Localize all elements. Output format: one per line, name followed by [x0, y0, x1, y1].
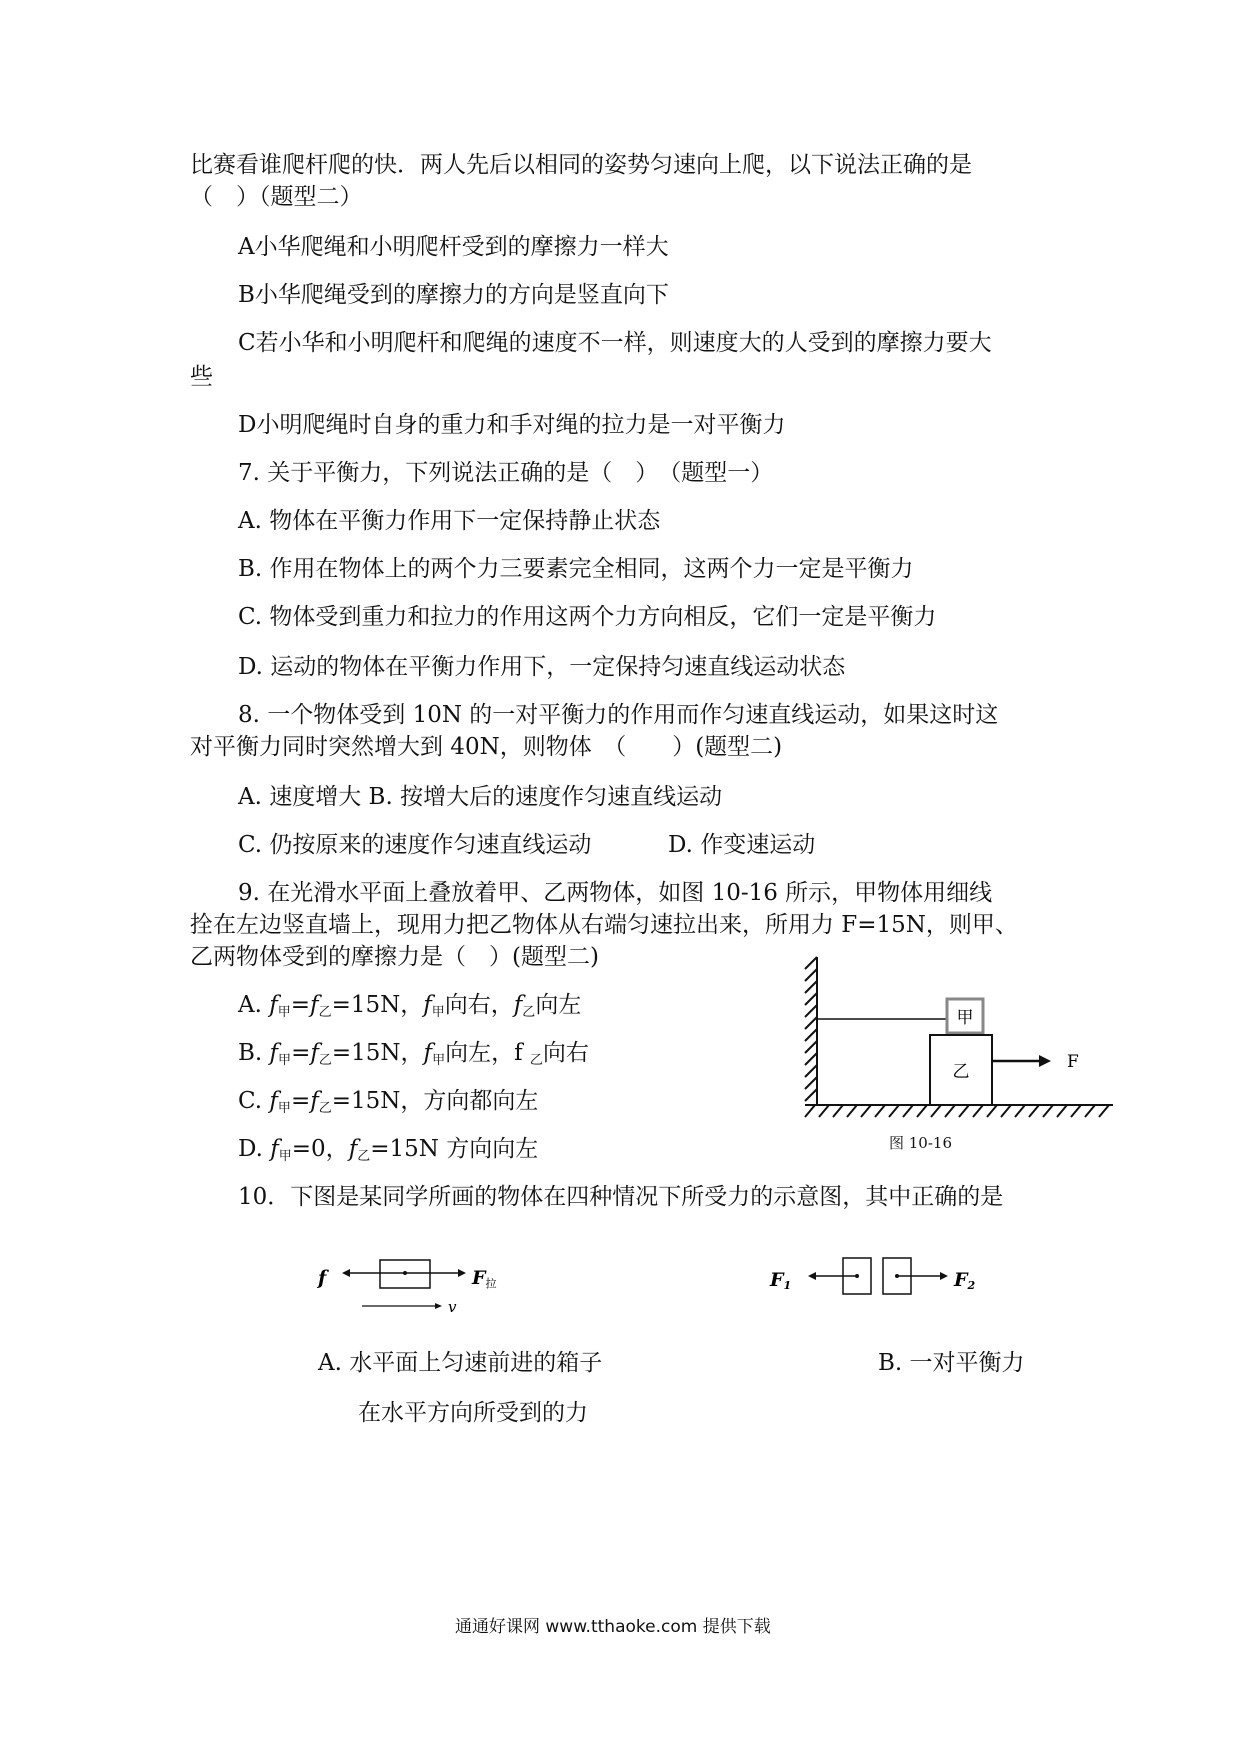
q6-stem-line1: 比赛看谁爬杆爬的快．两人先后以相同的姿势匀速向上爬，以下说法正确的是: [190, 152, 972, 178]
page-footer: 通通好课网 www.tthaoke.com 提供下载: [455, 1617, 771, 1637]
q10-caption-a-line1: A. 水平面上匀速前进的箱子: [318, 1350, 603, 1376]
q7-option-b: B. 作用在物体上的两个力三要素完全相同，这两个力一定是平衡力: [238, 556, 914, 582]
q6-option-c-line2: 些: [190, 364, 213, 390]
q6-option-c-line1: C若小华和小明爬杆和爬绳的速度不一样，则速度大的人受到的摩擦力要大: [238, 330, 992, 356]
q7-option-d: D. 运动的物体在平衡力作用下，一定保持匀速直线运动状态: [238, 654, 846, 680]
force-2-label: F2: [954, 1269, 976, 1292]
q6-stem-line2: （ ）（题型二）: [190, 184, 363, 210]
block-yi-label: 乙: [952, 1062, 970, 1082]
figure-10-16: [795, 955, 1125, 1165]
block-jia-label: 甲: [956, 1008, 974, 1028]
q10-caption-a-line2: 在水平方向所受到的力: [358, 1400, 588, 1426]
force-label: F: [1067, 1052, 1079, 1072]
q10-figure-b: [768, 1252, 998, 1312]
q7-option-a: A. 物体在平衡力作用下一定保持静止状态: [238, 508, 661, 534]
q10-caption-b: B. 一对平衡力: [878, 1350, 1025, 1376]
q8-option-c: C. 仍按原来的速度作匀速直线运动: [238, 832, 592, 858]
friction-label: f: [318, 1267, 327, 1289]
q7-option-c: C. 物体受到重力和拉力的作用这两个力方向相反，它们一定是平衡力: [238, 604, 937, 630]
q6-option-b: B小华爬绳受到的摩擦力的方向是竖直向下: [238, 282, 669, 308]
force-1-label: F1: [770, 1269, 792, 1292]
q7-stem: 7. 关于平衡力，下列说法正确的是（ ） （题型一）: [238, 460, 774, 486]
figure-caption: 图 10-16: [889, 1134, 953, 1152]
q8-option-d: D. 作变速运动: [668, 832, 816, 858]
q8-option-ab: A. 速度增大 B. 按增大后的速度作匀速直线运动: [238, 784, 723, 810]
force-1-arrow-head: [808, 1272, 816, 1280]
q6-option-a: A小华爬绳和小明爬杆受到的摩擦力一样大: [238, 234, 669, 260]
force-arrow-head: [1039, 1055, 1051, 1067]
friction-arrow-head: [342, 1269, 350, 1277]
q9-option-a: A. f甲=f乙=15N，f甲向右，f乙向左: [238, 992, 582, 1020]
q9-stem-line3: 乙两物体受到的摩擦力是（ ）(题型二): [190, 944, 599, 970]
q6-option-d: D小明爬绳时自身的重力和手对绳的拉力是一对平衡力: [238, 412, 786, 438]
force-2-arrow-head: [940, 1272, 948, 1280]
pull-force-label: F拉: [472, 1267, 497, 1290]
pull-arrow-head: [458, 1269, 466, 1277]
q9-stem-line1: 9. 在光滑水平面上叠放着甲、乙两物体，如图 10-16 所示，甲物体用细线: [238, 880, 993, 906]
wall-hatch: [805, 957, 817, 1105]
q9-option-c: C. f甲=f乙=15N，方向都向左: [238, 1088, 539, 1116]
velocity-arrow-head: [435, 1303, 442, 1309]
q8-stem-line2: 对平衡力同时突然增大到 40N，则物体 （ ）(题型二): [190, 734, 783, 760]
q9-option-d: D. f甲=0，f乙=15N 方向向左: [238, 1136, 539, 1164]
ground-hatch: [805, 1105, 1113, 1117]
q10-figure-a: [310, 1248, 520, 1318]
q10-stem: 10．下图是某同学所画的物体在四种情况下所受力的示意图，其中正确的是: [238, 1184, 1004, 1210]
q9-stem-line2: 拴在左边竖直墙上，现用力把乙物体从右端匀速拉出来，所用力 F=15N，则甲、: [190, 912, 1018, 938]
velocity-label: v: [448, 1298, 457, 1316]
q8-stem-line1: 8. 一个物体受到 10N 的一对平衡力的作用而作匀速直线运动，如果这时这: [238, 702, 999, 728]
q9-option-b: B. f甲=f乙=15N，f甲向左，f 乙向右: [238, 1040, 589, 1068]
